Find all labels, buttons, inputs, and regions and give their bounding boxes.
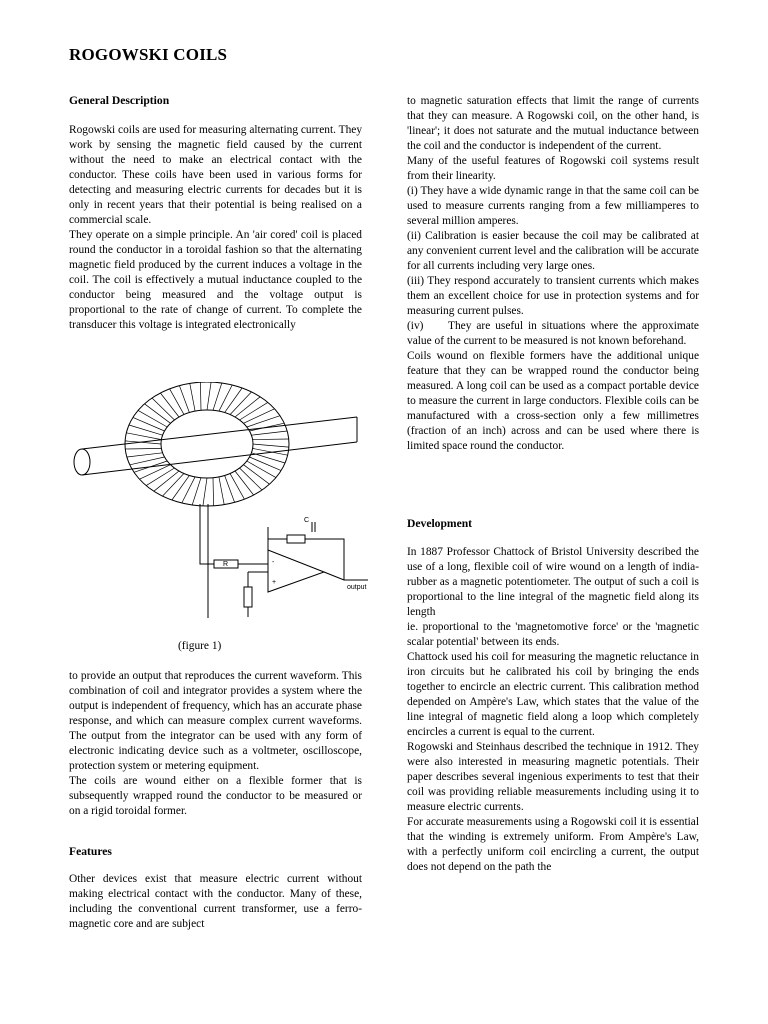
- winding-line: [213, 478, 214, 506]
- conductor-rod: [74, 417, 357, 475]
- paragraph: They operate on a simple principle. An 'air cored' coil is placed round the conductor in a toroidal fashion so that the alternating magnetic field produced by the current induces a voltage in the coil. The coil is effectively a mutual inductance coupled to the conductor being measured and the voltage output is proportional to the rate of change of current. To complete the transducer this voltage is integrated electronically: [69, 229, 362, 331]
- features-body-continued: [407, 94, 702, 454]
- winding-line: [244, 409, 275, 424]
- winding-line: [240, 402, 268, 420]
- winding-line: [140, 465, 171, 480]
- winding-line: [200, 382, 201, 410]
- paragraph: Rogowski coils are used for measuring alternating current. They work by sensing the magnetic field caused by the current without the need to make an electrical contact with the conductor. These coils have been used in various forms for detecting and measuring electric currents for decades but it is only in recent years that their potential is being realised on a commercial scale.: [69, 124, 363, 226]
- general-description-continued: [69, 669, 362, 819]
- paragraph: to magnetic saturation effects that limit the range of currents that they can measure. A Rogowski coil, on the other hand, is 'linear'; it does not saturate and the mutual inductance between the coil and the conductor is independent of the current.: [407, 95, 699, 152]
- paragraph: Chattock used his coil for measuring the magnetic reluctance in iron circuits but he calibrated his coil by bringing the ends together to encircle an electric current. This calibration method depended on Ampère's Law, which states that the value of the line integral of magnetic field along a loop which completely encircles a current is equal to the current.: [407, 651, 699, 738]
- paragraph: Rogowski and Steinhaus described the technique in 1912. They were also interested in measuring magnetic potentials. Their paper describes several ingenious experiments to test that their coil was providing reliable measurements including using it to measure electric currents.: [407, 741, 699, 813]
- winding-line: [125, 448, 161, 449]
- winding-line: [207, 382, 211, 410]
- winding-line: [182, 477, 195, 503]
- winding-line: [145, 404, 171, 424]
- paragraph: Coils wound on flexible formers have the additional unique feature that they can be wrapped round the conductor being measured. A long coil can be used as a compact portable device to measure the current in large conductors. Flexible coils can be manufactured with a cross-section only a few millimetres (fraction of an inch) across and can be used where there is limited space round the conductor.: [407, 350, 699, 452]
- opamp-minus-label: -: [272, 559, 275, 566]
- winding-line: [203, 478, 207, 506]
- general-description-heading: General Description: [69, 94, 170, 107]
- list-item: (iii) They respond accurately to transient currents which makes them an excellent choice for use in protection systems and for measuring current pulses.: [407, 275, 699, 317]
- capacitor-label: C: [304, 517, 310, 524]
- output-label: output: [347, 584, 367, 591]
- winding-line: [126, 433, 161, 440]
- winding-line: [146, 468, 174, 486]
- winding-line: [160, 393, 179, 417]
- opamp-plus-label: +: [272, 579, 277, 586]
- rogowski-coil-figure: [72, 382, 368, 632]
- paragraph: For accurate measurements using a Rogowski coil it is essential that the winding is extremely uniform. From Ampère's Law, with a perfectly uniform coil encircling a current, the output does not depend on the path the: [407, 816, 699, 873]
- figure-caption: (figure 1): [178, 640, 222, 652]
- winding-line: [138, 410, 167, 427]
- list-item: (i) They have a wide dynamic range in that the same coil can be used to measure currents ranging from a few milliamperes to several million amperes.: [407, 185, 699, 227]
- winding-line: [251, 431, 287, 435]
- resistor-label: R: [223, 561, 229, 568]
- toroid-coil: [125, 382, 289, 506]
- winding-line: [244, 465, 270, 485]
- paragraph: The coils are wound either on a flexible former that is subsequently wrapped round the conductor to be measured or on a rigid toroidal former.: [69, 775, 362, 817]
- winding-line: [219, 385, 232, 411]
- winding-line: [192, 478, 201, 505]
- paragraph: to provide an output that reproduces the current waveform. This combination of coil and integrator provides a system where the output is independent of frequency, which has an accurate phase response, and which can measure complex current waveforms. The output from the integrator can be used with any form of electronic indicating device such as a voltmeter, oscilloscope, protection system or metering equipment.: [69, 670, 362, 772]
- winding-line: [240, 468, 263, 490]
- paragraph: Many of the useful features of Rogowski coil systems result from their linearity.: [407, 155, 699, 182]
- winding-line: [172, 475, 190, 500]
- page-title: ROGOWSKI COILS: [69, 45, 228, 64]
- winding-line: [250, 457, 282, 471]
- features-heading: Features: [69, 845, 112, 858]
- winding-line: [219, 477, 224, 505]
- development-body: [407, 545, 699, 875]
- general-description-body: [69, 123, 362, 333]
- winding-line: [154, 471, 179, 491]
- winding-line: [129, 425, 163, 435]
- winding-line: [253, 439, 289, 440]
- winding-line: [230, 392, 252, 415]
- list-item: (iv) They are useful in situations where the approximate value of the current to be measured is not known beforehand.: [407, 320, 702, 347]
- paragraph: In 1887 Professor Chattock of Bristol University described the use of a long, flexible coil of wire wound on a length of india-rubber as a magnetic potentiometer. The output of such a coil is proportional to the line integral of the magnetic field along its length: [407, 546, 699, 618]
- winding-line: [235, 471, 254, 495]
- list-item: (ii) Calibration is easier because the coil may be calibrated at any convenient current level and the calibration will be accurate for all currents including very large ones.: [407, 230, 699, 272]
- winding-line: [213, 383, 222, 410]
- winding-line: [251, 453, 285, 463]
- winding-line: [190, 383, 195, 411]
- winding-line: [133, 417, 165, 431]
- winding-line: [253, 444, 289, 447]
- winding-line: [225, 388, 243, 413]
- coil-windings: [125, 382, 289, 506]
- features-body: [69, 872, 362, 932]
- winding-line: [152, 398, 175, 420]
- winding-line: [127, 453, 163, 457]
- paragraph: ie. proportional to the 'magnetomotive force' or the 'magnetic scalar potential' between its ends.: [407, 621, 699, 648]
- winding-line: [163, 473, 185, 496]
- winding-line: [247, 461, 276, 478]
- development-heading: Development: [407, 517, 473, 530]
- paragraph: Other devices exist that measure electric current without making electrical contact with the conductor. Many of these, including the conventional current transformer, use a ferro-magnetic core and are subject: [69, 873, 362, 930]
- winding-line: [235, 397, 260, 417]
